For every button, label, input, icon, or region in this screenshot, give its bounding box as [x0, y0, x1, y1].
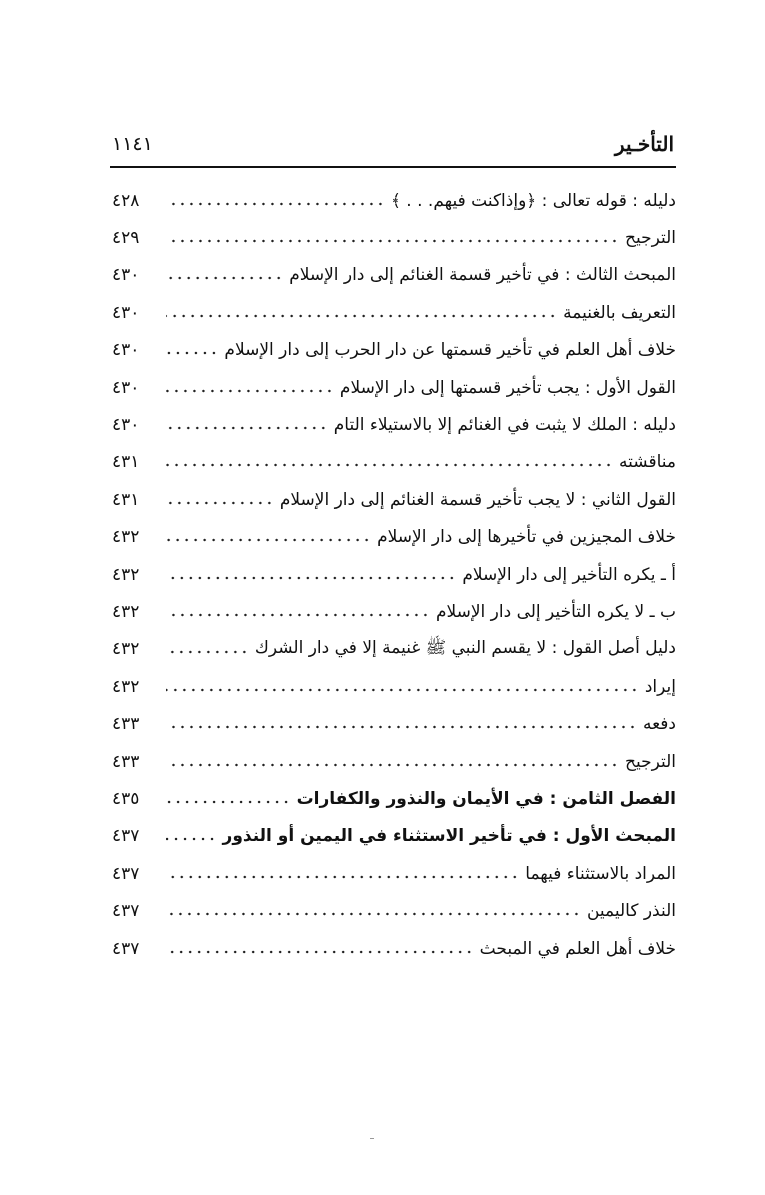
- running-title: التأخـير: [614, 132, 674, 156]
- toc-entry-title: المراد بالاستثناء فيهما: [525, 863, 676, 884]
- dot-leader: [166, 234, 619, 248]
- header-rule: [110, 166, 676, 168]
- toc-entry-title: ب ـ لا يكره التأخير إلى دار الإسلام: [435, 601, 676, 622]
- dot-leader: [166, 458, 613, 472]
- toc-entry-page: ٤٣٠: [112, 340, 140, 361]
- toc-entry-page: ٤٣٢: [112, 601, 140, 622]
- toc-entry-title: خلاف المجيزين في تأخيرها إلى دار الإسلام: [377, 527, 676, 548]
- toc-entry-title: دفعه: [642, 714, 676, 735]
- toc-entry: [112, 556, 676, 593]
- toc-entry-title: دليل أصل القول : لا يقسم النبي ﷺ غنيمة إلا في دار الشرك: [254, 637, 676, 658]
- toc-entry-page: ٤٣٧: [112, 938, 140, 959]
- toc-entry-title: الترجيح: [624, 751, 676, 772]
- dot-leader: [166, 384, 334, 398]
- dot-leader: [166, 421, 328, 435]
- toc-entry: [112, 705, 676, 742]
- toc-entry: [112, 519, 676, 556]
- dot-leader: [166, 271, 283, 285]
- toc-entry-page: ٤٣٧: [112, 901, 140, 922]
- toc-entry-page: ٤٣٢: [112, 564, 140, 585]
- toc-entry-title: أ ـ يكره التأخير إلى دار الإسلام: [462, 564, 676, 585]
- toc-entry-title: دليله : الملك لا يثبت في الغنائم إلا بالاستيلاء التام: [333, 415, 676, 436]
- toc-entry-title: دليله : قوله تعالى : ﴿وإذاكنت فيهم. . . ﴾: [390, 191, 676, 212]
- toc-entry-title: التعريف بالغنيمة: [563, 302, 676, 323]
- dot-leader: [166, 795, 291, 809]
- toc-entry: [112, 406, 676, 443]
- toc-entry-title: الفصل الثامن : في الأيمان والنذور والكفارات: [296, 788, 676, 809]
- toc-entry-title: خلاف أهل العلم في تأخير قسمتها عن دار الحرب إلى دار الإسلام: [224, 340, 676, 361]
- dot-leader: [166, 683, 639, 697]
- dot-leader: [166, 571, 456, 585]
- toc-entry: [112, 593, 676, 630]
- toc-entry-title: القول الأول : يجب تأخير قسمتها إلى دار الإسلام: [339, 377, 676, 398]
- dot-leader: [166, 533, 371, 547]
- toc-entry-page: ٤٣١: [112, 489, 140, 510]
- toc-entry: [112, 668, 676, 705]
- dot-leader: [166, 197, 385, 211]
- footer-mark: [370, 1138, 374, 1139]
- toc-entry: [112, 631, 676, 668]
- toc-entry-title: الترجيح: [624, 228, 676, 249]
- toc-entry-title: مناقشته: [619, 452, 676, 473]
- toc-entry-title: خلاف أهل العلم في المبحث: [479, 938, 676, 959]
- dot-leader: [166, 309, 557, 323]
- toc-entry-page: ٤٣٧: [112, 863, 140, 884]
- toc-entry-page: ٤٣٠: [112, 415, 140, 436]
- dot-leader: [166, 870, 519, 884]
- toc-entry-page: ٤٣٣: [112, 714, 140, 735]
- dot-leader: [166, 945, 474, 959]
- toc-entry-page: ٤٣٢: [112, 676, 140, 697]
- toc-entry-page: ٤٣٣: [112, 751, 140, 772]
- toc-entry: [112, 219, 676, 256]
- toc-entry: [112, 930, 676, 967]
- toc-entry: [112, 892, 676, 929]
- toc-entry-title: النذر كاليمين: [586, 901, 676, 922]
- toc-entry-page: ٤٣١: [112, 452, 140, 473]
- dot-leader: [166, 645, 249, 659]
- toc-entry: [112, 294, 676, 331]
- toc-entry-page: ٤٣٠: [112, 265, 140, 286]
- running-header: [112, 128, 674, 160]
- toc-entry: [112, 332, 676, 369]
- dot-leader: [166, 608, 430, 622]
- toc-entry-page: ٤٢٩: [112, 228, 140, 249]
- dot-leader: [166, 832, 217, 846]
- dot-leader: [166, 758, 619, 772]
- toc-entry-title: القول الثاني : لا يجب تأخير قسمة الغنائم إلى دار الإسلام: [279, 489, 676, 510]
- dot-leader: [166, 346, 218, 360]
- table-of-contents: [112, 182, 676, 967]
- toc-entry-page: ٤٢٨: [112, 190, 140, 211]
- toc-entry: [112, 855, 676, 892]
- toc-entry: [112, 444, 676, 481]
- toc-entry: [112, 743, 676, 780]
- toc-entry-page: ٤٣٥: [112, 788, 140, 809]
- toc-entry-page: ٤٣٧: [112, 826, 140, 847]
- toc-entry: [112, 257, 676, 294]
- toc-entry: [112, 369, 676, 406]
- toc-entry: [112, 182, 676, 219]
- toc-entry-page: ٤٣٠: [112, 377, 140, 398]
- toc-entry-title: المبحث الأول : في تأخير الاستثناء في اليمين أو النذور: [222, 826, 676, 847]
- page-number: ١١٤١: [112, 133, 153, 155]
- toc-entry: [112, 780, 676, 817]
- dot-leader: [166, 496, 274, 510]
- toc-entry-page: ٤٣٢: [112, 639, 140, 660]
- toc-entry: [112, 818, 676, 855]
- dot-leader: [166, 907, 581, 921]
- toc-entry-title: المبحث الثالث : في تأخير قسمة الغنائم إلى دار الإسلام: [289, 265, 676, 286]
- toc-entry: [112, 481, 676, 518]
- toc-entry-title: إيراد: [644, 676, 676, 697]
- toc-entry-page: ٤٣٠: [112, 302, 140, 323]
- toc-entry-page: ٤٣٢: [112, 527, 140, 548]
- dot-leader: [166, 720, 637, 734]
